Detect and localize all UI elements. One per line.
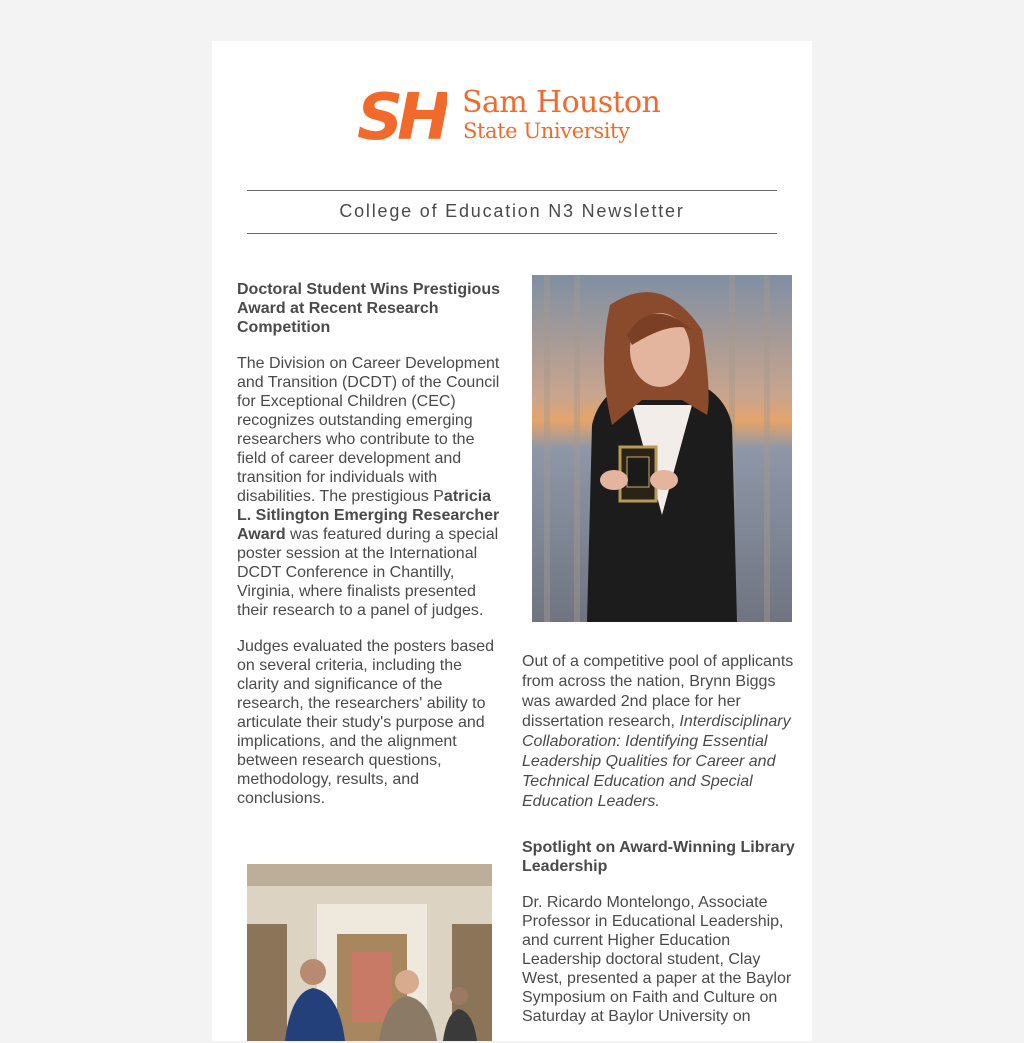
dissertation-title: Interdisciplinary Collaboration: Identifying Essential Leadership Qualities for Career and Technical Education and Special Education Leaders. (522, 713, 791, 810)
article1-paragraph2: Judges evaluated the posters based on several criteria, including the clarity and significance of the research, the researchers' ability to articulate their study's purpose and implications, and the alignment between research questions, methodology, results, and conclusions. (237, 638, 495, 807)
award-winner-illustration (532, 275, 792, 622)
award-winner-photo (532, 275, 792, 622)
divider-top (247, 190, 777, 191)
article1-right-column (522, 652, 800, 829)
article1-p3-text: Out of a competitive pool of applicants from across the nation, Brynn Biggs was awarded 2nd place for her dissertation research, (522, 653, 794, 730)
library-leadership-photo (247, 864, 492, 1041)
article1-paragraph1 (237, 354, 505, 620)
newsletter-card (212, 41, 812, 1041)
presenters-illustration (247, 864, 492, 1041)
article1-p1-text-end: was featured during a special poster session at the International DCDT Conference in Chantilly, Virginia, where finalists presented their research to a panel of judges. (237, 526, 499, 619)
award-name: atricia L. Sitlington Emerging Researcher Award (237, 488, 500, 543)
svg-text:SH: SH (357, 83, 445, 147)
university-name-line2: State University (463, 119, 630, 143)
article2-heading: Spotlight on Award-Winning Library Leadership (522, 839, 795, 875)
sh-logo-mark-icon (357, 83, 447, 147)
article1-left-column (237, 280, 505, 825)
article1-heading: Doctoral Student Wins Prestigious Award at Recent Research Competition (237, 281, 500, 336)
article1-p1-text: The Division on Career Development and Transition (DCDT) of the Council for Exceptional Children (CEC) recognizes outstanding emerging researchers who contribute to the field of career development and transition for individuals with disabilities. The prestigious P (237, 355, 500, 505)
article2-right-column (522, 838, 800, 1043)
university-name-line1: Sam Houston (462, 85, 661, 120)
divider-bottom (247, 233, 777, 234)
article2-paragraph1: Dr. Ricardo Montelongo, Associate Professor in Educational Leadership, and current Higher Education Leadership doctoral student, Clay West, presented a paper at the Baylor Symposium on Faith and Culture on Saturday at Baylor University on (522, 894, 792, 1025)
article1-paragraph3 (522, 652, 800, 812)
university-logo[interactable] (357, 83, 669, 147)
newsletter-title: College of Education N3 Newsletter (339, 201, 685, 221)
